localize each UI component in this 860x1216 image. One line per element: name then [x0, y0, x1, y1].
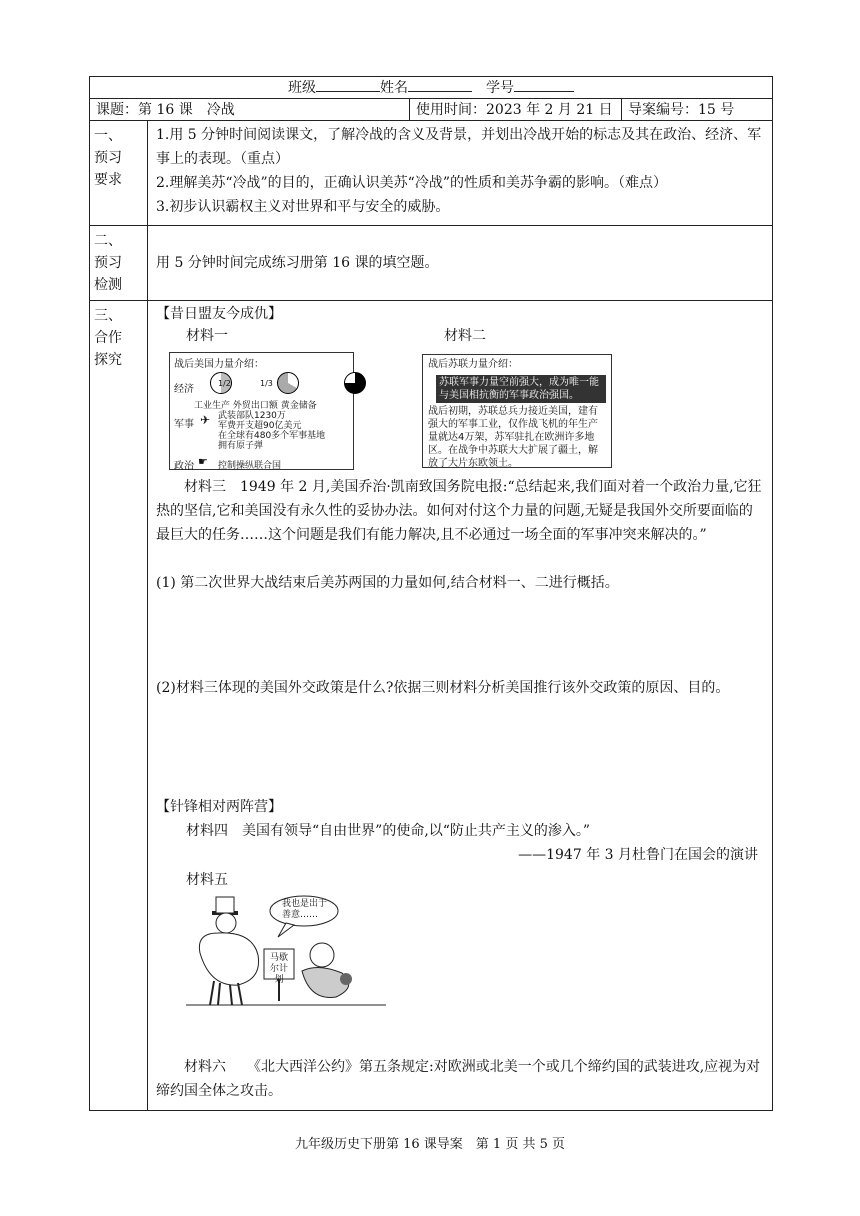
section2-text: 用 5 分钟时间完成练习册第 16 课的填空题。 [148, 226, 773, 301]
topic-cell: 课题：第 16 课 冷战 [90, 99, 410, 121]
question-1: (1) 第二次世界大战结束后美苏两国的力量如何,结合材料一、二进行概括。 [156, 575, 619, 591]
page-footer: 九年级历史下册第 16 课导案 第 1 页 共 5 页 [294, 1137, 565, 1152]
m1-fraction-1: 1/2 [218, 379, 231, 388]
id-label: 学号 [486, 80, 514, 96]
m2-body: 战后初期，苏联总兵力接近美国，建有强大的军事工业，仅作战飞机的年生产量就达4万架，苏军驻扎在欧洲许多地区。在战争中苏联大大扩展了疆土，解放了大片东欧领土。 [428, 406, 598, 469]
class-blank[interactable] [316, 78, 380, 92]
m1-mil-line-4: 拥有原子弹 [218, 441, 264, 451]
m1-econ-label: 经济 [174, 384, 194, 395]
pie-icon-three-quarter [344, 372, 366, 394]
name-label: 姓名 [380, 80, 408, 96]
cartoon-sign: 马歇尔计划 [269, 953, 288, 985]
material4-text: 材料四 美国有领导“自由世界”的使命,以“防止共产主义的渗入。” [186, 823, 591, 839]
material1-figure [169, 352, 354, 470]
date-cell: 使用时间：2023 年 2 月 21 日 [410, 99, 622, 121]
m1-pol-text: 控制操纵联合国 [218, 461, 282, 471]
material2-label: 材料二 [444, 328, 486, 344]
material3-text [156, 475, 764, 547]
material6-text [156, 1055, 764, 1103]
m1-mil-line-2: 军费开支超90亿美元 [218, 421, 302, 431]
question-2: (2)材料三体现的美国外交政策是什么?依据三则材料分析美国推行该外交政策的原因、目的。 [156, 680, 730, 696]
req-item-3: 3.初步认识霸权主义对世界和平与安全的威胁。 [156, 199, 450, 215]
material5-label: 材料五 [186, 872, 228, 888]
section1-label: 一、 预习 要求 [90, 121, 148, 226]
material6-paragraph: 材料六 《北大西洋公约》第五条规定:对欧洲或北美一个或几个缔约国的武装进攻,应视为对缔约国全体之攻击。 [156, 1059, 761, 1099]
student-info-row [90, 77, 773, 99]
m1-mil-line-3: 在全球有480多个军事基地 [218, 431, 326, 441]
class-label: 班级 [288, 80, 316, 96]
section3-content [148, 301, 773, 1111]
section1-content [148, 121, 773, 226]
m1-fraction-3: 3/4 [300, 379, 313, 388]
m1-econ-caption: 工业生产 外贸出口额 黄金储备 [194, 401, 317, 411]
code-cell: 导案编号：15 号 [622, 99, 773, 121]
part2-title: 【针锋相对两阵营】 [156, 799, 282, 815]
req-item-2: 2.理解美苏“冷战”的目的，正确认识美苏“冷战”的性质和美苏争霸的影响。（难点） [156, 175, 667, 191]
hand-icon: ☛ [198, 455, 208, 468]
marshall-plan-cartoon [186, 893, 386, 1009]
cartoon-speech-bubble: 我也是出于善意…… [282, 899, 328, 920]
material3-paragraph: 材料三 1949 年 2 月,美国乔治·凯南致国务院电报:“总结起来,我们面对着一个政治力量,它狂热的坚信,它和美国没有永久性的妥协办法。如何对付这个力量的问题,无疑是我国外交所要面临的最巨大的任务……这个问题是我们有能力解决,且不必通过一场全面的军事冲突来解决的。” [156, 479, 762, 543]
req-item-1: 1.用 5 分钟时间阅读课文，了解冷战的含义及背景，并划出冷战开始的标志及其在政治、经济、军事上的表现。（重点） [156, 127, 762, 167]
material1-label: 材料一 [186, 328, 228, 344]
pie-icon-third [277, 372, 299, 394]
worksheet-table [89, 76, 773, 1111]
material2-figure [422, 354, 612, 468]
m1-mil-line-1: 武装部队1230万 [218, 411, 286, 421]
soldier-icon: ✈ [200, 413, 211, 427]
m1-pol-label: 政治 [174, 461, 194, 472]
m1-mil-label: 军事 [174, 419, 194, 430]
m1-fraction-2: 1/3 [260, 379, 273, 388]
id-blank[interactable] [514, 78, 574, 92]
m2-highlight: 苏联军事力量空前强大，成为唯一能与美国相抗衡的军事政治强国。 [436, 375, 606, 403]
m1-title: 战后美国力量介绍： [174, 359, 264, 370]
section3-label: 三、 合作 探究 [90, 301, 148, 1111]
part1-title: 【昔日盟友今成仇】 [156, 306, 282, 322]
material4-source: ——1947 年 3 月杜鲁门在国会的演讲 [518, 847, 758, 863]
name-blank[interactable] [408, 78, 472, 92]
m2-title: 战后苏联力量介绍： [428, 359, 518, 370]
section2-label: 二、 预习 检测 [90, 226, 148, 301]
